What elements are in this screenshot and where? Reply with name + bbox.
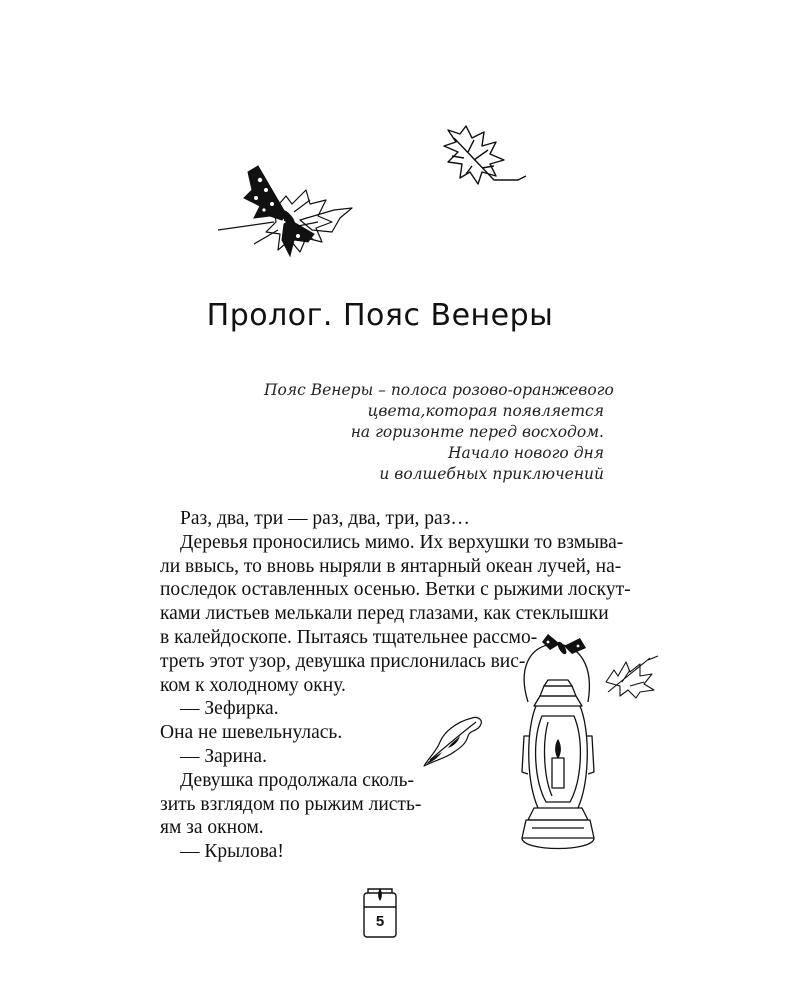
text-line: ками листьев мелькали перед глазами, как стеклышки (160, 603, 609, 625)
text-line: ли ввысь, то вновь ныряли в янтарный океан лучей, на- (160, 555, 622, 577)
candle-jar-icon (358, 879, 402, 941)
epigraph-line: на горизонте перед восходом. (350, 423, 604, 441)
oil-lantern-icon (508, 640, 608, 860)
curled-leaf-icon (420, 712, 490, 770)
moth-on-leaves-icon (214, 160, 356, 262)
text-line: Она не шевельнулась. (160, 722, 343, 744)
text-line: ком к холодному окну. (160, 674, 346, 696)
text-line: Раз, два, три — раз, два, три, раз… (180, 508, 470, 529)
epigraph-line: и волшебных приключений (379, 465, 604, 483)
text-line: в калейдоскопе. Пытаясь тщательнее рассмо- (160, 626, 538, 648)
epigraph-line: Пояс Венеры – полоса розово-оранжевого (264, 381, 614, 399)
text-line: треть этот узор, девушка прислонилась вис- (160, 650, 526, 672)
chapter-title: Пролог. Пояс Венеры (206, 298, 554, 333)
text-line: — Зефирка. (180, 698, 279, 720)
text-line: последок оставленных осенью. Ветки с рыжими лоскут- (160, 579, 631, 601)
text-line: ям за окном. (160, 817, 264, 839)
text-line: Девушка продолжала сколь- (180, 769, 415, 791)
epigraph-line: Начало нового дня (447, 444, 604, 462)
epigraph (264, 380, 614, 485)
text-line: зить взглядом по рыжим листь- (160, 793, 422, 815)
maple-leaf-icon (438, 122, 533, 192)
falling-leaf-icon (600, 652, 662, 700)
text-line: — Зарина. (180, 745, 267, 767)
text-line: Деревья проносились мимо. Их верхушки то взмыва- (180, 531, 624, 553)
text-line: — Крылова! (180, 841, 284, 863)
epigraph-line: цвета,которая появляется (367, 402, 604, 420)
page-number: 5 (375, 913, 385, 930)
